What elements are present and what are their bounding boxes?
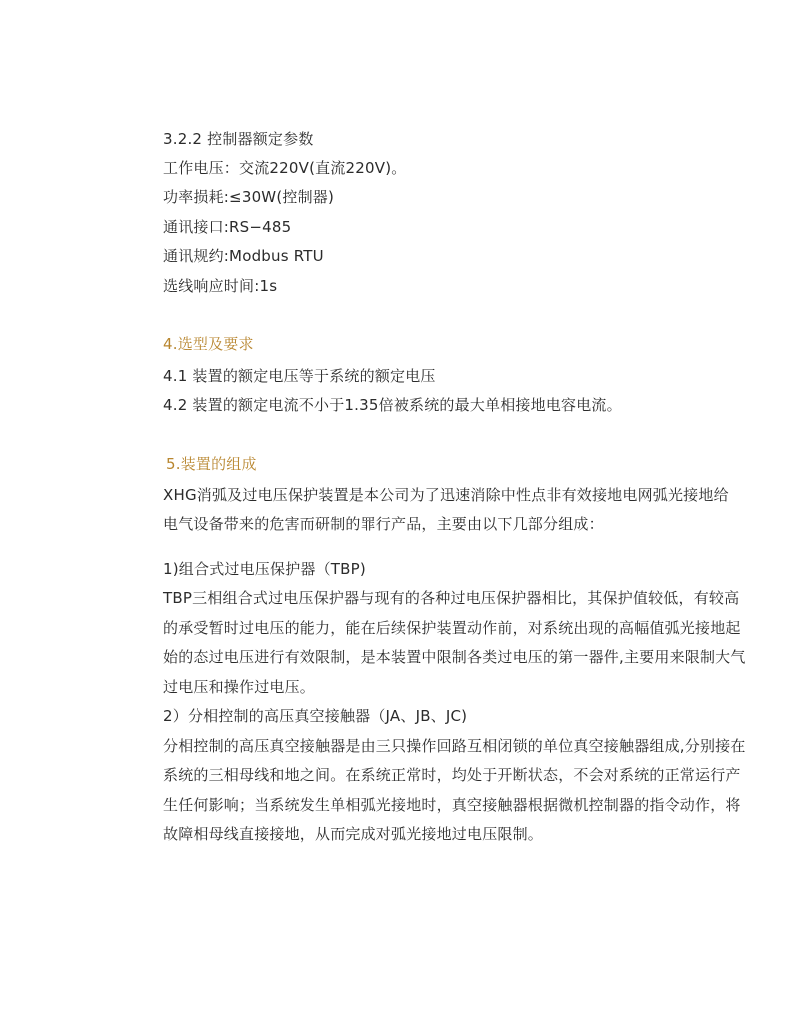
spec-line: 选线响应时间:1s xyxy=(163,277,278,295)
spec-line: 通讯接口:RS−485 xyxy=(163,218,292,236)
section-322-title: 3.2.2 控制器额定参数 xyxy=(163,130,314,148)
item-1-title: 1)组合式过电压保护器（TBP) xyxy=(163,560,366,578)
item-1-line: 的承受暂时过电压的能力，能在后续保护装置动作前，对系统出现的高幅值弧光接地起 xyxy=(163,619,741,637)
spec-line: 工作电压：交流220V(直流220V)。 xyxy=(163,159,407,177)
intro-line: 电气设备带来的危害而研制的罪行产品，主要由以下几部分组成： xyxy=(163,515,604,533)
item-2-title: 2）分相控制的高压真空接触器（JA、JB、JC) xyxy=(163,707,468,725)
item-1-line: 过电压和操作过电压。 xyxy=(163,678,316,696)
section-4-heading: 4.选型及要求 xyxy=(163,335,254,353)
requirement-line: 4.1 装置的额定电压等于系统的额定电压 xyxy=(163,367,436,385)
intro-line: XHG消弧及过电压保护装置是本公司为了迅速消除中性点非有效接地电网弧光接地给 xyxy=(163,486,729,504)
section-5-heading: 5.装置的组成 xyxy=(166,455,257,473)
item-1-line: TBP三相组合式过电压保护器与现有的各种过电压保护器相比，其保护值较低，有较高 xyxy=(163,589,740,607)
requirement-line: 4.2 装置的额定电流不小于1.35倍被系统的最大单相接地电容电流。 xyxy=(163,396,622,414)
item-2-line: 系统的三相母线和地之间。在系统正常时，均处于开断状态，不会对系统的正常运行产 xyxy=(163,766,741,784)
item-1-line: 始的态过电压进行有效限制，是本装置中限制各类过电压的第一器件,主要用来限制大气 xyxy=(163,648,746,666)
spec-line: 功率损耗:≤30W(控制器) xyxy=(163,188,335,206)
item-2-line: 故障相母线直接接地，从而完成对弧光接地过电压限制。 xyxy=(163,825,544,843)
spec-line: 通讯规约:Modbus RTU xyxy=(163,247,324,265)
item-2-line: 分相控制的高压真空接触器是由三只操作回路互相闭锁的单位真空接触器组成,分别接在 xyxy=(163,737,746,755)
item-2-line: 生任何影响；当系统发生单相弧光接地时，真空接触器根据微机控制器的指令动作，将 xyxy=(163,796,741,814)
